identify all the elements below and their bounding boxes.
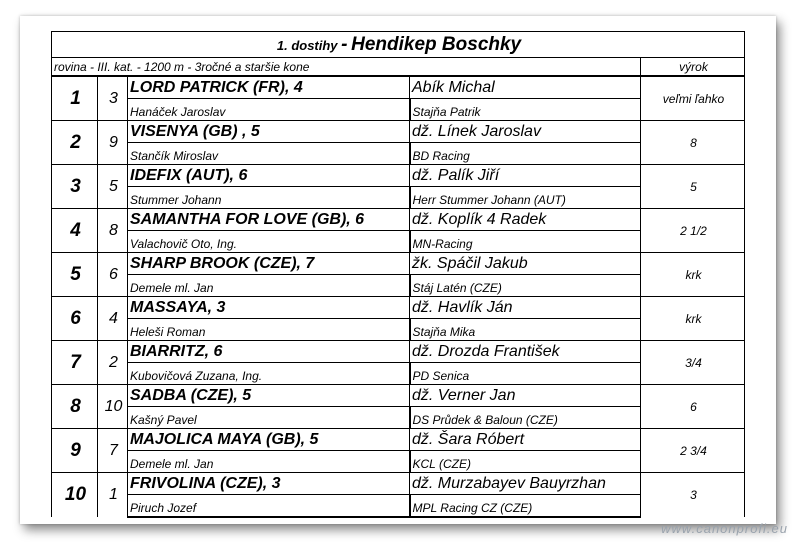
finish-position: 5: [52, 253, 98, 297]
saddle-number: 6: [98, 253, 128, 297]
race-title-row: [52, 32, 745, 58]
finish-margin: 2 3/4: [641, 429, 745, 473]
result-row: [52, 341, 745, 363]
trainer-name: Kašný Pavel: [128, 407, 410, 429]
result-row: [52, 165, 745, 187]
owner-name: Herr Stummer Johann (AUT): [410, 187, 641, 209]
horse-name: MASSAYA, 3: [128, 297, 410, 319]
result-row: [52, 209, 745, 231]
jockey-name: žk. Spáčil Jakub: [410, 253, 641, 275]
finish-position: 3: [52, 165, 98, 209]
finish-margin: krk: [641, 297, 745, 341]
trainer-name: Valachovič Oto, Ing.: [128, 231, 410, 253]
trainer-name: Piruch Jozef: [128, 495, 410, 518]
watermark: www.canonprofi.eu: [661, 521, 788, 536]
owner-name: MPL Racing CZ (CZE): [410, 495, 641, 518]
trainer-name: Kubovičová Zuzana, Ing.: [128, 363, 410, 385]
finish-margin: 5: [641, 165, 745, 209]
race-conditions-row: [52, 58, 745, 77]
finish-position: 10: [52, 473, 98, 518]
horse-name: BIARRITZ, 6: [128, 341, 410, 363]
horse-name: FRIVOLINA (CZE), 3: [128, 473, 410, 495]
owner-name: Stajňa Mika: [410, 319, 641, 341]
jockey-name: Abík Michal: [410, 76, 641, 99]
owner-name: Stajňa Patrik: [410, 99, 641, 121]
horse-name: VISENYA (GB) , 5: [128, 121, 410, 143]
race-name: Hendikep Boschky: [351, 33, 522, 55]
owner-name: Stáj Latén (CZE): [410, 275, 641, 297]
result-row: [52, 253, 745, 275]
trainer-name: Heleši Roman: [128, 319, 410, 341]
horse-name: IDEFIX (AUT), 6: [128, 165, 410, 187]
results-table: [51, 31, 745, 518]
finish-position: 7: [52, 341, 98, 385]
finish-margin: krk: [641, 253, 745, 297]
horse-name: LORD PATRICK (FR), 4: [128, 76, 410, 99]
trainer-name: Demele ml. Jan: [128, 275, 410, 297]
jockey-name: dž. Palík Jiří: [410, 165, 641, 187]
saddle-number: 7: [98, 429, 128, 473]
jockey-name: dž. Drozda František: [410, 341, 641, 363]
horse-name: SHARP BROOK (CZE), 7: [128, 253, 410, 275]
finish-position: 1: [52, 76, 98, 121]
margin-header: výrok: [641, 58, 745, 77]
finish-position: 8: [52, 385, 98, 429]
finish-margin: 8: [641, 121, 745, 165]
result-row: [52, 76, 745, 99]
jockey-name: dž. Šara Róbert: [410, 429, 641, 451]
result-row: [52, 429, 745, 451]
race-dash: -: [341, 33, 348, 55]
saddle-number: 9: [98, 121, 128, 165]
result-row: [52, 297, 745, 319]
saddle-number: 1: [98, 473, 128, 518]
finish-margin: veľmi ľahko: [641, 76, 745, 121]
race-conditions: rovina - III. kat. - 1200 m - 3ročné a staršie kone: [52, 58, 641, 77]
jockey-name: dž. Havlík Ján: [410, 297, 641, 319]
jockey-name: dž. Línek Jaroslav: [410, 121, 641, 143]
finish-margin: 3: [641, 473, 745, 518]
finish-position: 9: [52, 429, 98, 473]
race-number: 1. dostihy: [276, 37, 338, 53]
jockey-name: dž. Murzabayev Bauyrzhan: [410, 473, 641, 495]
result-row: [52, 473, 745, 495]
result-row: [52, 385, 745, 407]
saddle-number: 8: [98, 209, 128, 253]
saddle-number: 5: [98, 165, 128, 209]
finish-margin: 2 1/2: [641, 209, 745, 253]
owner-name: DS Průdek & Baloun (CZE): [410, 407, 641, 429]
trainer-name: Demele ml. Jan: [128, 451, 410, 473]
owner-name: MN-Racing: [410, 231, 641, 253]
saddle-number: 2: [98, 341, 128, 385]
finish-position: 4: [52, 209, 98, 253]
owner-name: PD Senica: [410, 363, 641, 385]
finish-position: 2: [52, 121, 98, 165]
horse-name: SADBA (CZE), 5: [128, 385, 410, 407]
owner-name: KCL (CZE): [410, 451, 641, 473]
jockey-name: dž. Verner Jan: [410, 385, 641, 407]
horse-name: MAJOLICA MAYA (GB), 5: [128, 429, 410, 451]
saddle-number: 3: [98, 76, 128, 121]
finish-margin: 3/4: [641, 341, 745, 385]
horse-name: SAMANTHA FOR LOVE (GB), 6: [128, 209, 410, 231]
finish-margin: 6: [641, 385, 745, 429]
trainer-name: Stummer Johann: [128, 187, 410, 209]
result-row: [52, 121, 745, 143]
trainer-name: Stančík Miroslav: [128, 143, 410, 165]
jockey-name: dž. Koplík 4 Radek: [410, 209, 641, 231]
trainer-name: Hanáček Jaroslav: [128, 99, 410, 121]
finish-position: 6: [52, 297, 98, 341]
owner-name: BD Racing: [410, 143, 641, 165]
saddle-number: 4: [98, 297, 128, 341]
race-title: [52, 32, 745, 58]
saddle-number: 10: [98, 385, 128, 429]
